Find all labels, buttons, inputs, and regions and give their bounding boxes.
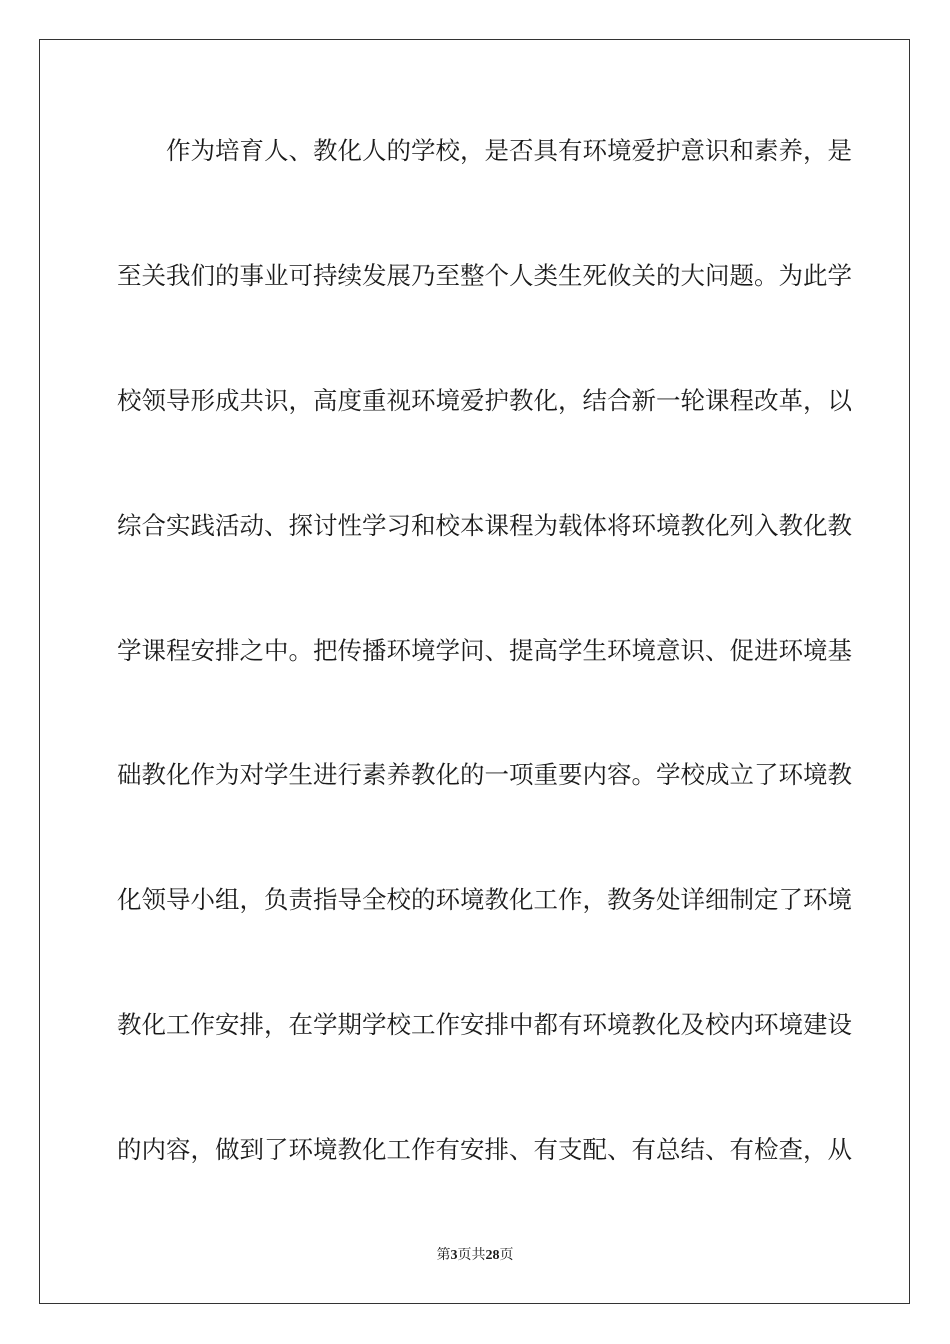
page-number: 3 xyxy=(450,1248,458,1263)
paragraph-line-6: 础教化作为对学生进行素养教化的一项重要内容。学校成立了环境教 xyxy=(117,760,852,789)
paragraph-line-2: 至关我们的事业可持续发展乃至整个人类生死攸关的大问题。为此学 xyxy=(117,261,852,290)
total-prefix: 共 xyxy=(471,1247,486,1263)
page-suffix: 页 xyxy=(457,1247,472,1263)
page-footer xyxy=(0,1246,950,1265)
paragraph-line-9: 的内容，做到了环境教化工作有安排、有支配、有总结、有检查，从 xyxy=(117,1135,852,1164)
total-suffix: 页 xyxy=(499,1247,514,1263)
paragraph-line-5: 学课程安排之中。把传播环境学问、提高学生环境意识、促进环境基 xyxy=(117,636,852,665)
paragraph-line-1: 作为培育人、教化人的学校，是否具有环境爱护意识和素养，是 xyxy=(166,136,852,165)
page-prefix: 第 xyxy=(436,1247,451,1263)
paragraph-line-8: 教化工作安排，在学期学校工作安排中都有环境教化及校内环境建设 xyxy=(117,1010,852,1039)
paragraph-line-4: 综合实践活动、探讨性学习和校本课程为载体将环境教化列入教化教 xyxy=(117,511,852,540)
paragraph-line-7: 化领导小组，负责指导全校的环境教化工作，教务处详细制定了环境 xyxy=(117,885,852,914)
page-border xyxy=(39,39,910,1304)
paragraph-line-3: 校领导形成共识，高度重视环境爱护教化，结合新一轮课程改革，以 xyxy=(117,386,852,415)
total-pages: 28 xyxy=(485,1248,500,1263)
